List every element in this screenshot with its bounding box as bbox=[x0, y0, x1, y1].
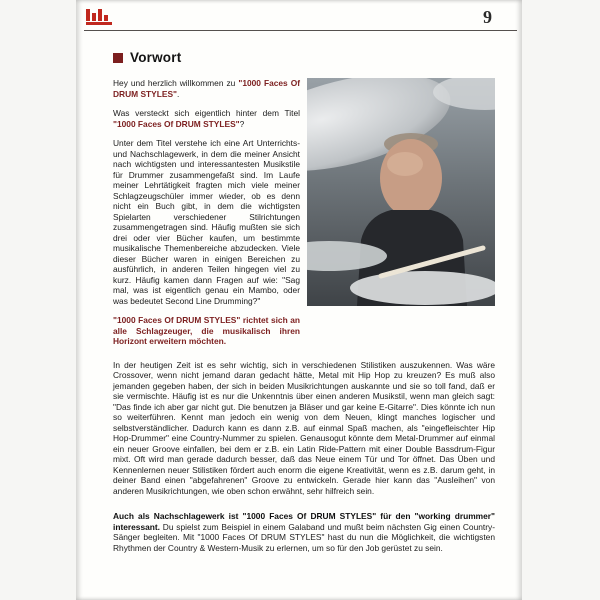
book-title-ref: "1000 Faces Of DRUM STYLES" bbox=[113, 78, 301, 99]
paragraph-text: ? bbox=[239, 118, 245, 129]
paragraph-target-audience: "1000 Faces Of DRUM STYLES" richtet sich an alle Schlagzeuger, die musikalisch ihren Horizont erweitern möchten. bbox=[113, 315, 300, 346]
paragraph-question bbox=[113, 108, 300, 129]
paragraph-text: Du spielst zum Beispiel in einem Galaband und mußt beim nächsten Gig einen Country-Sänger begleiten. Mit "1000 Faces Of DRUM STYLES" hast du nun die Möglichkeit, die wichtigsten Rhythmen der Country & Western-Musik zu erlernen, um so für den Job gerüstet zu sein. bbox=[113, 521, 495, 553]
heading-bullet-icon bbox=[113, 53, 123, 63]
paragraph-welcome bbox=[113, 78, 300, 99]
page-content bbox=[113, 50, 495, 562]
paragraph-styles: In der heutigen Zeit ist es sehr wichtig, sich in verschiedenen Stilistiken auszukennen. Was wäre Crossover, wenn nicht jemand daran gedacht hätte, Metal mit Hip Hop zu kreuzen? Es muß also jemanden gegeben haben, der sich in beiden Musikrichtungen auskannte und sie so toll fand, daß er sie vermischte. Häufig ist es nur die Unkenntnis über einen anderen Musikstil, wenn man gleich sagt: "Das finde ich aber gar nicht gut. Die benutzen ja Bläser und gar keine E-Gitarre". Dies könnte ich nun so weiterführen. Kennt man jedoch ein wenig von dem Neuen, klingt manches logischer und selbstverständlicher. Dadurch kann es dann z.B. auf einmal Spaß machen, als "eingefleischter Hip Hop-Drummer" eine Country-Nummer zu spielen. Genausogut könnte dem Metal-Drummer auf einmal ein neuer Groove einfallen, bei dem er z.B. ein Latin Ride-Pattern mit einer Double Bassdrum-Figur mixt. Oft wird man gerade dadurch besser, daß das Neue einem Tür und Tor öffnet. Das Üben und Kennenlernen neuer Stilistiken fördert auch enorm die eigene Kreativität, wenn es z.B. darum geht, in deiner Band einen "abgefahrenen" Groove zu entwickeln. Gerade hier kann das "Ausleihen" von anderen Musikrichtungen, wie oben schon erwähnt, sehr hilfreich sein. bbox=[113, 359, 495, 496]
section-heading bbox=[113, 50, 495, 65]
page-number: 9 bbox=[483, 7, 492, 27]
paragraph-text: Hey und herzlich willkommen zu bbox=[113, 78, 239, 88]
book-title-ref: "1000 Faces Of DRUM STYLES" bbox=[113, 118, 240, 129]
logo-bars-icon bbox=[86, 9, 116, 21]
paragraph-lead-text: Auch als Nachschlagewerk ist "1000 Faces Of DRUM STYLES" für den "working drummer" interessant. bbox=[113, 511, 495, 532]
paragraph-text: . bbox=[177, 88, 180, 99]
drummer-photo-illustration bbox=[307, 78, 495, 306]
text-column bbox=[113, 78, 300, 356]
paragraph-text: Was versteckt sich eigentlich hinter dem Titel bbox=[113, 108, 300, 118]
drummer-photo bbox=[307, 78, 495, 306]
paragraph-reference-use bbox=[113, 511, 495, 553]
paragraph-concept: Unter dem Titel verstehe ich eine Art Unterrichts- und Nachschlagewerk, in dem die meiner Ansicht nach wichtigsten und interessantesten Musikstile für Drummer zusammengefaßt sind. Im Laufe meiner Lehrtätigkeit fragten mich viele meiner Schlagzeugschüler immer wieder, ob es denn nicht ein Buch gibt, in dem die wichtigsten Spielarten verschiedener Stilrichtungen zusammengetragen sind. Häufig mußten sie sich drei oder vier Bücher kaufen, um bestimmte musikalische Themenbereiche abzudecken. Viele dieser Bücher waren in einigen Bereichen zu ausführlich, in anderen Teilen hingegen viel zu kurz. Häufig kamen dann Fragen auf wie: "Sag mal, was ist eigentlich genau ein Mambo, oder was bedeutet Second Line Drumming?" bbox=[113, 138, 300, 306]
page-title: Vorwort bbox=[130, 50, 182, 65]
header-divider bbox=[84, 30, 517, 31]
publisher-logo-icon bbox=[86, 9, 116, 28]
logo-baseline bbox=[86, 22, 112, 25]
book-page bbox=[76, 0, 522, 600]
two-column-row bbox=[113, 78, 495, 356]
